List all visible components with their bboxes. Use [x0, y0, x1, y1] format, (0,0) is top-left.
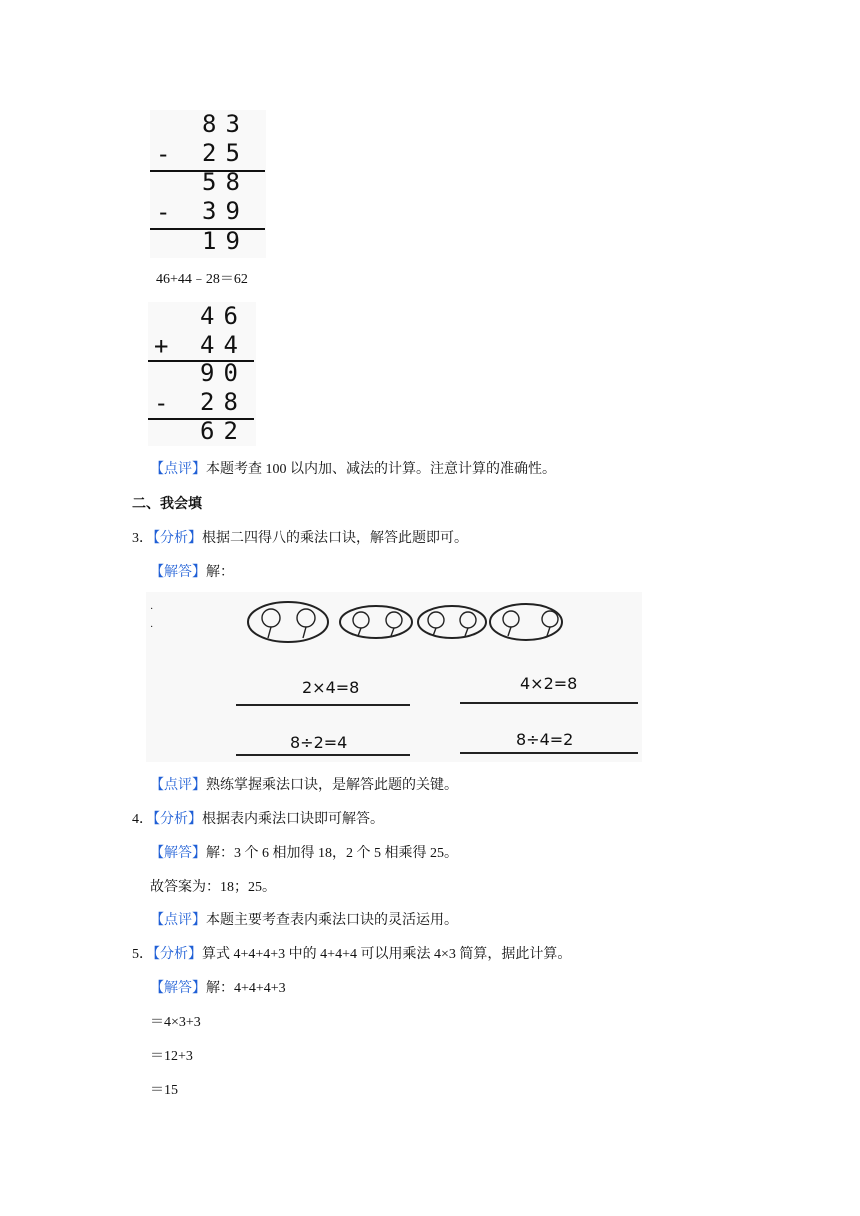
calc-number: 46 — [200, 302, 247, 330]
equation-8div4: 8÷4=2 — [516, 730, 574, 749]
calc-row — [150, 227, 266, 257]
q4-answer — [150, 845, 458, 863]
q4-review — [150, 912, 458, 930]
review-label: 【点评】 — [150, 462, 206, 477]
flower-icon — [297, 609, 315, 638]
review-text: 本题考查 100 以内加、减法的计算。注意计算的准确性。 — [206, 462, 556, 477]
dot-marker: · — [150, 604, 154, 615]
analysis-label: 【分析】 — [153, 947, 202, 962]
answer-line — [236, 754, 410, 756]
answer-label: 【解答】 — [150, 565, 206, 580]
analysis-text: 根据表内乘法口诀即可解答。 — [202, 812, 384, 827]
answer-line — [460, 702, 638, 704]
q4-analysis — [132, 811, 384, 829]
q4-final-answer: 故答案为：18；25。 — [150, 880, 276, 895]
calc-row — [148, 331, 264, 361]
group-ellipse — [490, 604, 562, 640]
calc-number: 19 — [202, 227, 249, 255]
calc-number: 39 — [202, 197, 249, 225]
q3-review — [150, 777, 458, 795]
analysis-label: 【分析】 — [153, 531, 202, 546]
answer-line — [460, 752, 638, 754]
calc-number: 25 — [202, 139, 249, 167]
equation-8div2: 8÷2=4 — [290, 733, 348, 752]
group-ellipse — [248, 602, 328, 642]
answer-line — [236, 704, 410, 706]
vertical-calc-2 — [148, 302, 256, 446]
answer-text: 解： — [206, 565, 234, 580]
flower-icon — [503, 611, 519, 636]
flower-icon — [428, 612, 444, 636]
calc-row — [148, 359, 264, 389]
equation-line: 46+44﹣28＝62 — [156, 272, 248, 287]
analysis-label: 【分析】 — [153, 812, 202, 827]
review-label: 【点评】 — [150, 913, 206, 928]
flower-icon — [460, 612, 476, 636]
review-text: 熟练掌握乘法口诀，是解答此题的关键。 — [206, 778, 458, 793]
calc-row — [150, 110, 266, 140]
vertical-calc-1 — [150, 110, 266, 258]
flower-icon — [262, 609, 280, 638]
calc-row — [148, 388, 264, 418]
calc-operator: - — [154, 389, 169, 417]
calc-number: 44 — [200, 331, 247, 359]
review-paragraph — [150, 461, 556, 479]
q3-analysis — [132, 530, 468, 548]
question-number: 4． — [132, 812, 153, 827]
calc-row — [150, 168, 266, 198]
q5-step-1: ＝4×3+3 — [150, 1015, 201, 1030]
calc-operator: - — [156, 198, 171, 226]
q5-step-2: ＝12+3 — [150, 1049, 193, 1064]
answer-text: 解：3 个 6 相加得 18，2 个 5 相乘得 25。 — [206, 846, 458, 861]
flower-figure — [146, 592, 642, 762]
equation-2x4: 2×4=8 — [302, 678, 360, 697]
flower-icon — [353, 612, 369, 636]
calc-row — [150, 139, 266, 169]
calc-number: 90 — [200, 359, 247, 387]
calc-operator: - — [156, 140, 171, 168]
calc-row — [150, 197, 266, 227]
question-number: 3． — [132, 531, 153, 546]
section-title: 二、我会填 — [132, 497, 202, 512]
calc-number: 28 — [200, 388, 247, 416]
calc-number: 58 — [202, 168, 249, 196]
dot-marker: · — [150, 622, 154, 633]
analysis-text: 根据二四得八的乘法口诀，解答此题即可。 — [202, 531, 468, 546]
answer-label: 【解答】 — [150, 846, 206, 861]
grouped-flowers — [146, 592, 642, 652]
q5-step-3: ＝15 — [150, 1083, 178, 1098]
answer-label: 【解答】 — [150, 981, 206, 996]
calc-row — [148, 417, 264, 447]
review-label: 【点评】 — [150, 778, 206, 793]
answer-text: 解：4+4+4+3 — [206, 981, 286, 996]
calc-number: 83 — [202, 110, 249, 138]
calc-number: 62 — [200, 417, 247, 445]
analysis-text: 算式 4+4+4+3 中的 4+4+4 可以用乘法 4×3 简算，据此计算。 — [202, 947, 572, 962]
question-number: 5． — [132, 947, 153, 962]
calc-operator: + — [154, 332, 169, 360]
q3-answer — [150, 564, 234, 582]
q5-analysis — [132, 946, 571, 964]
equation-4x2: 4×2=8 — [520, 674, 578, 693]
q5-answer — [150, 980, 286, 998]
flower-icon — [386, 612, 402, 636]
review-text: 本题主要考查表内乘法口诀的灵活运用。 — [206, 913, 458, 928]
calc-row — [148, 302, 264, 332]
